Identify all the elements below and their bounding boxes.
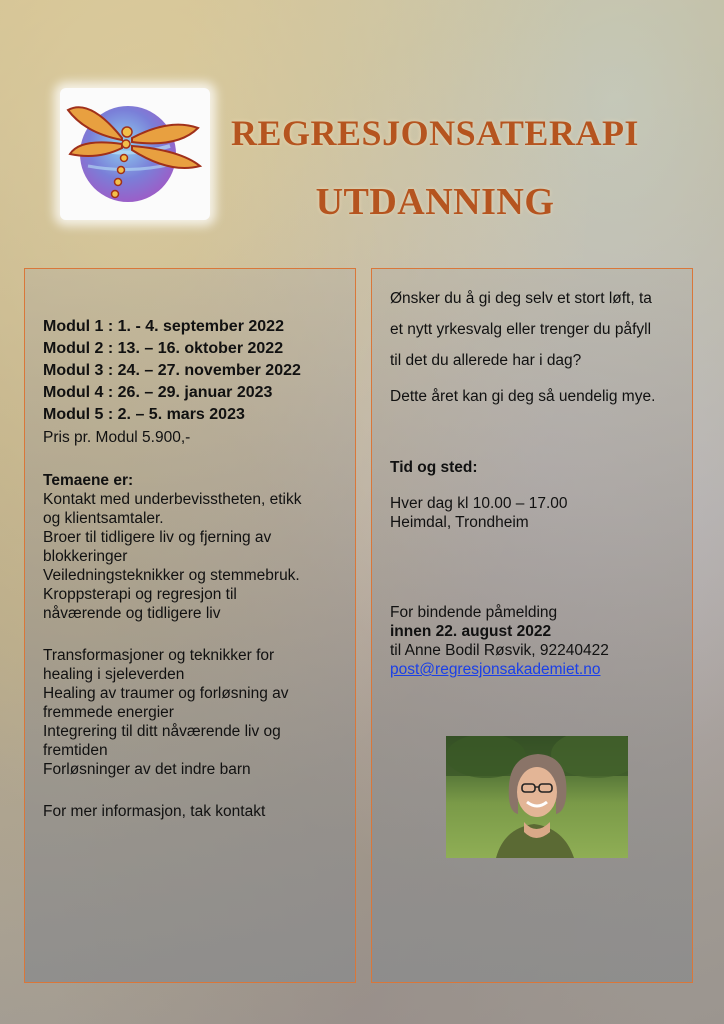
email-link[interactable]: post@regresjonsakademiet.no [390,661,601,678]
theme-line: Broer til tidligere liv og fjerning av [43,529,272,546]
theme-line: fremtiden [43,742,108,759]
deadline-text: innen 22. august 2022 [390,623,552,640]
module-1: Modul 1 : 1. - 4. september 2022 [43,318,284,335]
portrait-photo [446,736,628,858]
theme-line: Healing av traumer og forløsning av [43,685,289,702]
time-heading: Tid og sted: [390,459,478,476]
theme-line: blokkeringer [43,548,128,565]
signup-text: For bindende påmelding [390,604,558,621]
intro-line-2: Dette året kan gi deg så uendelig mye. [390,388,656,405]
theme-line: healing i sjeleverden [43,666,185,683]
left-panel [24,268,356,983]
theme-line: Forløsninger av det indre barn [43,761,251,778]
theme-line: nåværende og tidligere liv [43,605,221,622]
module-5: Modul 5 : 2. – 5. mars 2023 [43,406,245,423]
contact-person: til Anne Bodil Røsvik, 92240422 [390,642,609,659]
page-title-line2: UTDANNING [315,181,555,223]
theme-line: fremmede energier [43,704,174,721]
theme-line: og klientsamtaler. [43,510,164,527]
intro-line: Ønsker du å gi deg selv et stort løft, ta [390,290,652,307]
price-text: Pris pr. Modul 5.900,- [43,429,191,446]
portrait-image [446,736,628,858]
intro-line: et nytt yrkesvalg eller trenger du påfyll [390,321,652,338]
dragonfly-icon [60,88,210,220]
place-text: Heimdal, Trondheim [390,514,529,531]
module-4: Modul 4 : 26. – 29. januar 2023 [43,384,273,401]
theme-line: Transformasjoner og teknikker for [43,647,275,664]
theme-line: Kontakt med underbevisstheten, etikk [43,491,302,508]
right-panel [371,268,693,983]
themes-heading: Temaene er: [43,472,134,489]
dragonfly-logo [60,88,210,220]
time-text: Hver dag kl 10.00 – 17.00 [390,495,568,512]
theme-line: Integrering til ditt nåværende liv og [43,723,281,740]
module-3: Modul 3 : 24. – 27. november 2022 [43,362,301,379]
intro-line: til det du allerede har i dag? [390,352,582,369]
module-2: Modul 2 : 13. – 16. oktober 2022 [43,340,284,357]
theme-line: Kroppsterapi og regresjon til [43,586,237,603]
page-title-line1: REGRESJONSATERAPI [231,113,639,153]
contact-text: For mer informasjon, tak kontakt [43,803,266,820]
theme-line: Veiledningsteknikker og stemmebruk. [43,567,300,584]
